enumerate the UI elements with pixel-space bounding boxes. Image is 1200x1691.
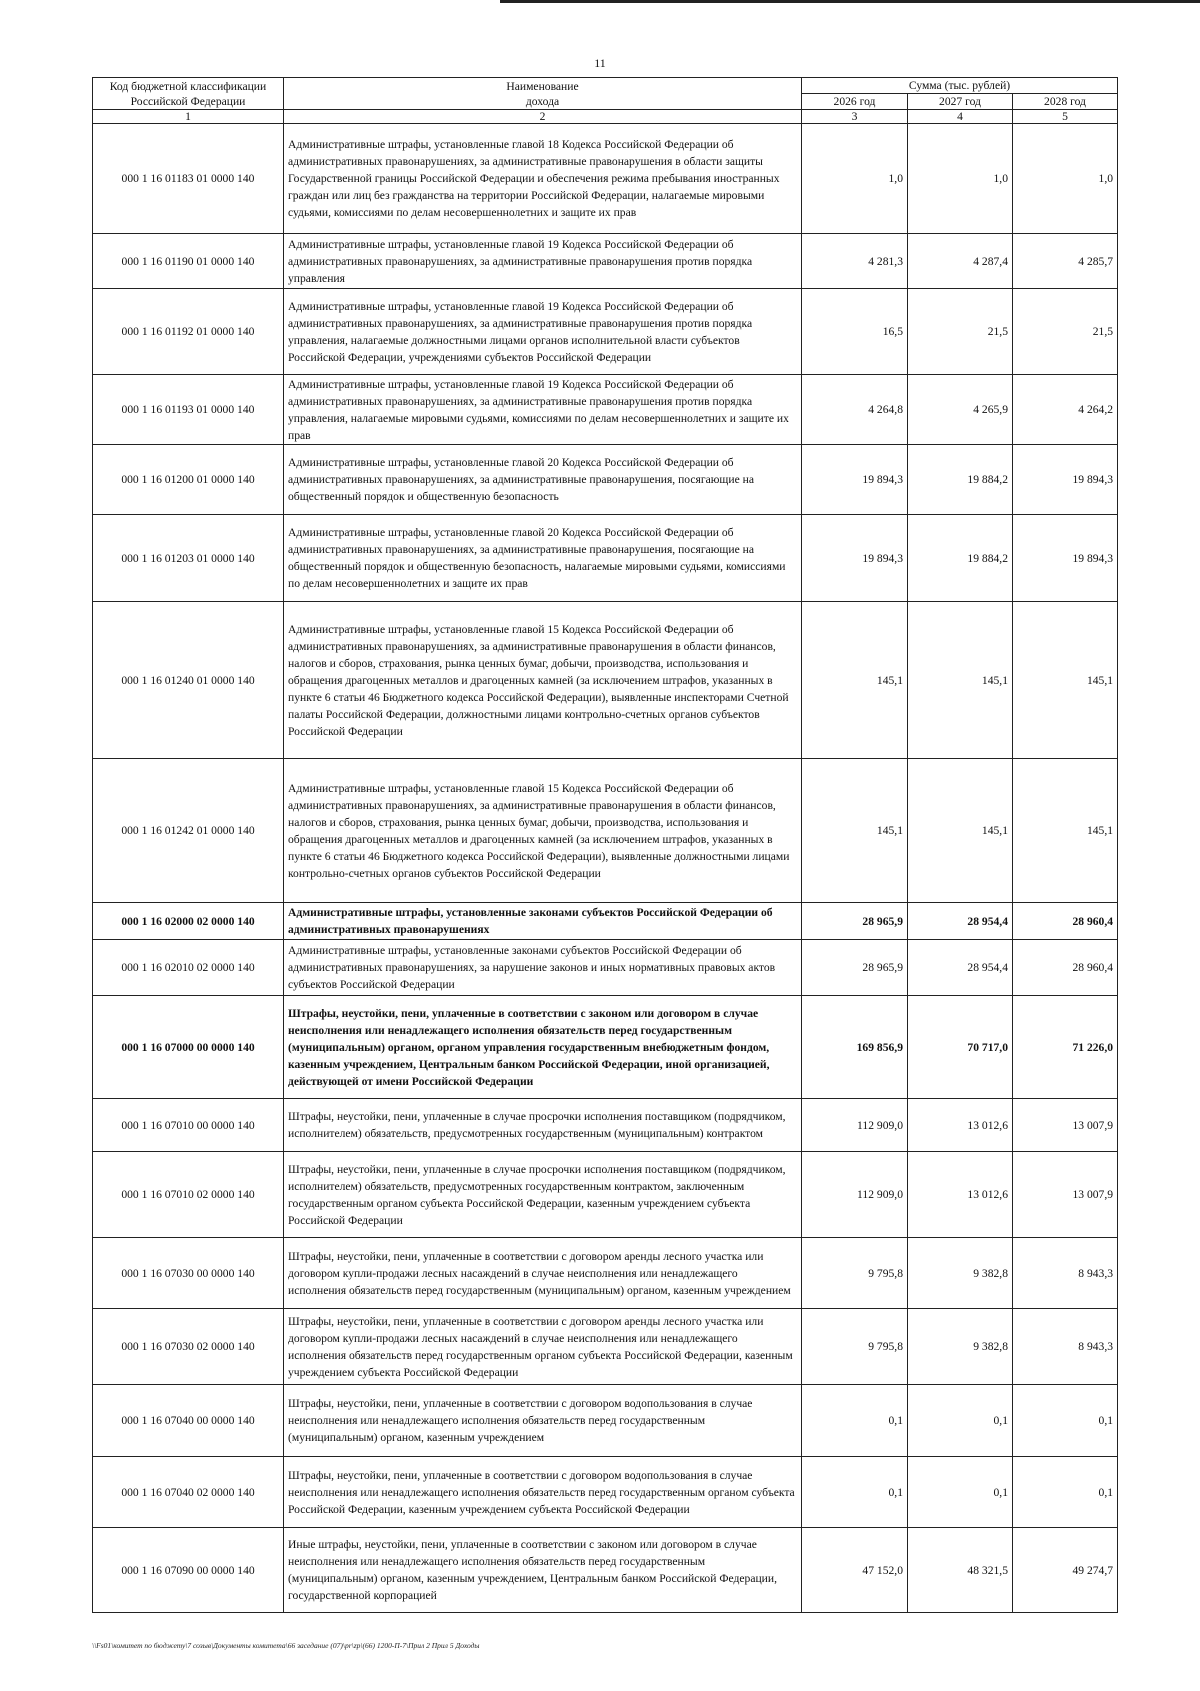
row-value-2026: 1,0 <box>802 124 908 234</box>
row-code: 000 1 16 07010 02 0000 140 <box>93 1152 284 1238</box>
row-value-2026: 16,5 <box>802 289 908 375</box>
header-sum: Сумма (тыс. рублей) <box>802 78 1118 94</box>
column-number: 5 <box>1013 110 1118 124</box>
table-row <box>93 759 1118 903</box>
column-number: 1 <box>93 110 284 124</box>
revenue-table <box>92 77 1118 1613</box>
row-value-2026: 112 909,0 <box>802 1152 908 1238</box>
table-row <box>93 1528 1118 1613</box>
row-value-2028: 19 894,3 <box>1013 445 1118 515</box>
row-value-2027: 21,5 <box>908 289 1013 375</box>
table-row <box>93 940 1118 996</box>
row-value-2027: 4 265,9 <box>908 375 1013 445</box>
row-value-2027: 28 954,4 <box>908 903 1013 940</box>
row-code: 000 1 16 07000 00 0000 140 <box>93 996 284 1099</box>
row-code: 000 1 16 07090 00 0000 140 <box>93 1528 284 1613</box>
row-value-2027: 70 717,0 <box>908 996 1013 1099</box>
table-row <box>93 289 1118 375</box>
row-value-2026: 112 909,0 <box>802 1099 908 1152</box>
row-value-2027: 48 321,5 <box>908 1528 1013 1613</box>
row-name: Штрафы, неустойки, пени, уплаченные в случае просрочки исполнения поставщиком (подрядчиком, исполнителем) обязательств, предусмотренных государственным контрактом, заключенным государственным органом субъекта Российской Федерации, казенным учреждением субъекта Российской Федерации <box>284 1152 802 1238</box>
row-value-2026: 145,1 <box>802 602 908 759</box>
row-value-2028: 13 007,9 <box>1013 1099 1118 1152</box>
row-value-2027: 145,1 <box>908 602 1013 759</box>
row-value-2026: 19 894,3 <box>802 515 908 602</box>
header-code: Код бюджетной классификации Российской Федерации <box>93 78 284 110</box>
row-value-2026: 4 264,8 <box>802 375 908 445</box>
table-row <box>93 375 1118 445</box>
row-value-2028: 0,1 <box>1013 1457 1118 1528</box>
row-value-2028: 19 894,3 <box>1013 515 1118 602</box>
table-row <box>93 1152 1118 1238</box>
row-code: 000 1 16 01200 01 0000 140 <box>93 445 284 515</box>
row-code: 000 1 16 07010 00 0000 140 <box>93 1099 284 1152</box>
row-name: Административные штрафы, установленные главой 20 Кодекса Российской Федерации об административных правонарушениях, за административные правонарушения, посягающие на общественный порядок и общественную безопасность <box>284 445 802 515</box>
header-year-2026: 2026 год <box>802 94 908 110</box>
row-value-2028: 28 960,4 <box>1013 940 1118 996</box>
row-name: Штрафы, неустойки, пени, уплаченные в случае просрочки исполнения поставщиком (подрядчиком, исполнителем) обязательств, предусмотренных государственным (муниципальным) контрактом <box>284 1099 802 1152</box>
row-value-2028: 49 274,7 <box>1013 1528 1118 1613</box>
row-name: Административные штрафы, установленные главой 15 Кодекса Российской Федерации об административных правонарушениях, за административные правонарушения в области финансов, налогов и сборов, страхования, рынка ценных бумаг, добычи, производства, использования и обращения драгоценных металлов и драгоценных камней (за исключением штрафов, указанных в пункте 6 статьи 46 Бюджетного кодекса Российской Федерации), выявленные инспекторами Счетной палаты Российской Федерации, должностными лицами контрольно-счетных органов субъектов Российской Федерации <box>284 602 802 759</box>
row-name: Штрафы, неустойки, пени, уплаченные в соответствии с договором аренды лесного участка или договором купли-продажи лесных насаждений в случае неисполнения или ненадлежащего исполнения обязательств перед государственным органом субъекта Российской Федерации, казенным учреждением субъекта Российской Федерации <box>284 1309 802 1385</box>
row-code: 000 1 16 01190 01 0000 140 <box>93 234 284 289</box>
row-value-2026: 0,1 <box>802 1457 908 1528</box>
row-name: Штрафы, неустойки, пени, уплаченные в соответствии с договором аренды лесного участка или договором купли-продажи лесных насаждений в случае неисполнения или ненадлежащего исполнения обязательств перед государственным (муниципальным) органом, казенным учреждением <box>284 1238 802 1309</box>
row-value-2027: 9 382,8 <box>908 1309 1013 1385</box>
row-value-2026: 0,1 <box>802 1385 908 1457</box>
row-value-2027: 13 012,6 <box>908 1099 1013 1152</box>
row-name: Штрафы, неустойки, пени, уплаченные в соответствии с договором водопользования в случае неисполнения или ненадлежащего исполнения обязательств перед государственным (муниципальным) органом, казенным учреждением <box>284 1385 802 1457</box>
row-value-2028: 4 285,7 <box>1013 234 1118 289</box>
row-value-2027: 1,0 <box>908 124 1013 234</box>
row-value-2028: 13 007,9 <box>1013 1152 1118 1238</box>
row-value-2026: 145,1 <box>802 759 908 903</box>
header-year-2028: 2028 год <box>1013 94 1118 110</box>
row-code: 000 1 16 02000 02 0000 140 <box>93 903 284 940</box>
row-name: Административные штрафы, установленные главой 15 Кодекса Российской Федерации об административных правонарушениях, за административные правонарушения в области финансов, налогов и сборов, страхования, рынка ценных бумаг, добычи, производства, использования и обращения драгоценных металлов и драгоценных камней (за исключением штрафов, указанных в пункте 6 статьи 46 Бюджетного кодекса Российской Федерации), выявленные должностными лицами контрольно-счетных органов субъектов Российской Федерации <box>284 759 802 903</box>
row-value-2026: 4 281,3 <box>802 234 908 289</box>
row-code: 000 1 16 01203 01 0000 140 <box>93 515 284 602</box>
row-code: 000 1 16 01242 01 0000 140 <box>93 759 284 903</box>
row-value-2028: 145,1 <box>1013 602 1118 759</box>
row-value-2028: 1,0 <box>1013 124 1118 234</box>
table-row <box>93 234 1118 289</box>
table-row <box>93 1309 1118 1385</box>
row-value-2028: 145,1 <box>1013 759 1118 903</box>
row-value-2027: 28 954,4 <box>908 940 1013 996</box>
row-name: Административные штрафы, установленные главой 20 Кодекса Российской Федерации об административных правонарушениях, за административные правонарушения, посягающие на общественный порядок и общественную безопасность, налагаемые мировыми судьями, комиссиями по делам несовершеннолетних и защите их прав <box>284 515 802 602</box>
column-number: 4 <box>908 110 1013 124</box>
row-name: Штрафы, неустойки, пени, уплаченные в соответствии с договором водопользования в случае неисполнения или ненадлежащего исполнения обязательств перед государственным органом субъекта Российской Федерации, казенным учреждением субъекта Российской Федерации <box>284 1457 802 1528</box>
row-name: Иные штрафы, неустойки, пени, уплаченные в соответствии с законом или договором в случае неисполнения или ненадлежащего исполнения обязательств перед государственным (муниципальным) органом, казенным учреждением, Центральным банком Российской Федерации, государственной корпорацией <box>284 1528 802 1613</box>
row-value-2026: 9 795,8 <box>802 1238 908 1309</box>
row-value-2026: 169 856,9 <box>802 996 908 1099</box>
row-value-2028: 71 226,0 <box>1013 996 1118 1099</box>
row-value-2028: 28 960,4 <box>1013 903 1118 940</box>
table-row <box>93 1457 1118 1528</box>
row-code: 000 1 16 02010 02 0000 140 <box>93 940 284 996</box>
header-year-2027: 2027 год <box>908 94 1013 110</box>
row-value-2026: 47 152,0 <box>802 1528 908 1613</box>
table-body <box>93 124 1118 1613</box>
row-value-2026: 28 965,9 <box>802 903 908 940</box>
row-value-2028: 8 943,3 <box>1013 1238 1118 1309</box>
row-code: 000 1 16 01193 01 0000 140 <box>93 375 284 445</box>
table-row <box>93 602 1118 759</box>
row-name: Административные штрафы, установленные главой 19 Кодекса Российской Федерации об административных правонарушениях, за административные правонарушения против порядка управления, налагаемые должностными лицами органов исполнительной власти субъектов Российской Федерации, учреждениями субъектов Российской Федерации <box>284 289 802 375</box>
row-name: Штрафы, неустойки, пени, уплаченные в соответствии с законом или договором в случае неисполнения или ненадлежащего исполнения обязательств перед государственным (муниципальным) органом, органом управления государственным внебюджетным фондом, казенным учреждением, Центральным банком Российской Федерации, иной организацией, действующей от имени Российской Федерации <box>284 996 802 1099</box>
row-value-2028: 8 943,3 <box>1013 1309 1118 1385</box>
table-row <box>93 903 1118 940</box>
row-value-2028: 4 264,2 <box>1013 375 1118 445</box>
row-name: Административные штрафы, установленные законами субъектов Российской Федерации об административных правонарушениях <box>284 903 802 940</box>
row-code: 000 1 16 01240 01 0000 140 <box>93 602 284 759</box>
row-value-2027: 145,1 <box>908 759 1013 903</box>
table-row <box>93 124 1118 234</box>
row-value-2026: 28 965,9 <box>802 940 908 996</box>
row-code: 000 1 16 07040 00 0000 140 <box>93 1385 284 1457</box>
table-row <box>93 996 1118 1099</box>
table-row <box>93 1385 1118 1457</box>
row-code: 000 1 16 01183 01 0000 140 <box>93 124 284 234</box>
table-row <box>93 515 1118 602</box>
table-row <box>93 445 1118 515</box>
row-value-2027: 0,1 <box>908 1457 1013 1528</box>
column-number: 3 <box>802 110 908 124</box>
header-name <box>284 78 802 110</box>
table-row <box>93 1238 1118 1309</box>
row-value-2027: 9 382,8 <box>908 1238 1013 1309</box>
table-row <box>93 1099 1118 1152</box>
row-value-2027: 19 884,2 <box>908 445 1013 515</box>
row-value-2027: 19 884,2 <box>908 515 1013 602</box>
row-code: 000 1 16 01192 01 0000 140 <box>93 289 284 375</box>
row-value-2028: 0,1 <box>1013 1385 1118 1457</box>
row-value-2026: 19 894,3 <box>802 445 908 515</box>
row-code: 000 1 16 07040 02 0000 140 <box>93 1457 284 1528</box>
scan-top-border <box>500 0 1200 3</box>
page-number: 11 <box>594 56 606 70</box>
row-value-2027: 13 012,6 <box>908 1152 1013 1238</box>
header-name-line1: Наименование <box>506 79 579 93</box>
row-code: 000 1 16 07030 02 0000 140 <box>93 1309 284 1385</box>
row-value-2026: 9 795,8 <box>802 1309 908 1385</box>
row-name: Административные штрафы, установленные главой 18 Кодекса Российской Федерации об административных правонарушениях, за административные правонарушения в области защиты Государственной границы Российской Федерации и обеспечения режима пребывания иностранных граждан или лиц без гражданства на территории Российской Федерации, налагаемые мировыми судьями, комиссиями по делам несовершеннолетних и защите их прав <box>284 124 802 234</box>
row-value-2027: 4 287,4 <box>908 234 1013 289</box>
row-name: Административные штрафы, установленные законами субъектов Российской Федерации об административных правонарушениях, за нарушение законов и иных нормативных правовых актов субъектов Российской Федерации <box>284 940 802 996</box>
row-name: Административные штрафы, установленные главой 19 Кодекса Российской Федерации об административных правонарушениях, за административные правонарушения против порядка управления, налагаемые мировыми судьями, комиссиями по делам несовершеннолетних и защите их прав <box>284 375 802 445</box>
file-path-footer: \\Fs01\комитет по бюджету\7 созыв\Документы комитета\66 заседание (07)\pr\zp\(66) 1200-П-7\Прил 2 Прил 5 Доходы <box>92 1641 480 1650</box>
row-value-2028: 21,5 <box>1013 289 1118 375</box>
row-value-2027: 0,1 <box>908 1385 1013 1457</box>
row-name: Административные штрафы, установленные главой 19 Кодекса Российской Федерации об административных правонарушениях, за административные правонарушения против порядка управления <box>284 234 802 289</box>
column-number: 2 <box>284 110 802 124</box>
row-code: 000 1 16 07030 00 0000 140 <box>93 1238 284 1309</box>
header-name-line2: дохода <box>525 94 560 108</box>
